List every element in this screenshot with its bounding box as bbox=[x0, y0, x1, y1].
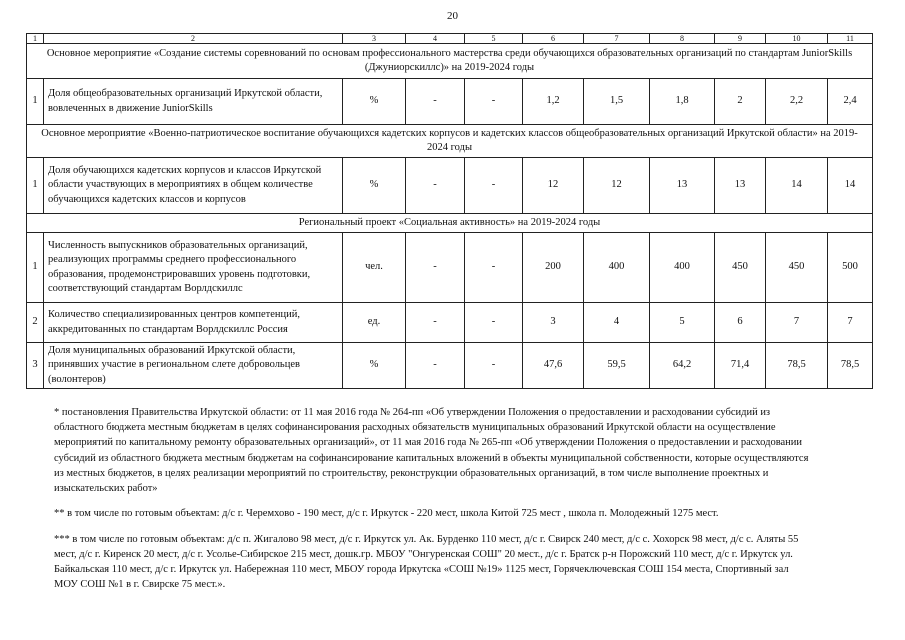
column-number: 8 bbox=[650, 34, 715, 44]
section-row bbox=[27, 44, 873, 79]
column-number: 6 bbox=[523, 34, 584, 44]
value-cell: 1,5 bbox=[584, 79, 650, 125]
value-cell: 7 bbox=[766, 303, 828, 343]
section-row bbox=[27, 125, 873, 158]
section-title: Основное мероприятие «Создание системы соревнований по основам профессионального мастерства среди обучающихся образовательных организаций по стандартам JuniorSkills (Джуниорскиллс)» на 2019-2024 годы bbox=[27, 44, 873, 79]
value-cell: - bbox=[465, 158, 523, 214]
value-cell: 6 bbox=[715, 303, 766, 343]
row-number: 1 bbox=[27, 233, 44, 303]
value-cell: 7 bbox=[828, 303, 873, 343]
value-cell: 2,4 bbox=[828, 79, 873, 125]
indicator-name: Доля общеобразовательных организаций Иркутской области, вовлеченных в движение JuniorSkills bbox=[44, 79, 343, 125]
table-row bbox=[27, 233, 873, 303]
table-row bbox=[27, 158, 873, 214]
column-number: 5 bbox=[465, 34, 523, 44]
column-number-row bbox=[27, 34, 873, 44]
column-number: 9 bbox=[715, 34, 766, 44]
value-cell: 14 bbox=[828, 158, 873, 214]
value-cell: 5 bbox=[650, 303, 715, 343]
column-number: 7 bbox=[584, 34, 650, 44]
footnote-3: *** в том числе по готовым объектам: д/с п. Жигалово 98 мест, д/с г. Иркутск ул. Ак. Бурденко 110 мест, д/с г. Свирск 240 мест, д/с с. Хохорск 98 мест, д/с с. Аляты 55 мест, д/с г. Киренск 20 мест, д/с г. Усолье-Сибирское 215 мест, дошк.гр. МБОУ "Онгуренская СОШ" 20 мест., д/с г. Братск р-н Порожский 110 мест, д/с г. Иркутск ул. Байкальская 110 мест, д/с г. Иркутск ул. Набережная 110 мест, МБОУ города Иркутска «СОШ №19» 1125 мест, Горячеключевская СОШ 154 места, Спортивный зал МОУ СОШ №1 в г. Свирске 75 мест.». bbox=[54, 533, 799, 591]
value-cell: 2,2 bbox=[766, 79, 828, 125]
value-cell: - bbox=[465, 79, 523, 125]
column-number: 2 bbox=[44, 34, 343, 44]
value-cell: 12 bbox=[584, 158, 650, 214]
indicator-name: Количество специализированных центров компетенций, аккредитованных по стандартам Ворлдскиллс Россия bbox=[44, 303, 343, 343]
value-cell: 78,5 bbox=[766, 343, 828, 389]
value-cell: - bbox=[465, 303, 523, 343]
column-number: 11 bbox=[828, 34, 873, 44]
value-cell: - bbox=[465, 233, 523, 303]
value-cell: 12 bbox=[523, 158, 584, 214]
footnote-2: ** в том числе по готовым объектам: д/с г. Черемхово - 190 мест, д/с г. Иркутск - 220 мест, школа Китой 725 мест , школа п. Молодежный 1275 мест. bbox=[54, 508, 719, 520]
unit-cell: % bbox=[343, 158, 406, 214]
table-row bbox=[27, 303, 873, 343]
value-cell: 59,5 bbox=[584, 343, 650, 389]
section-title: Основное мероприятие «Военно-патриотическое воспитание обучающихся кадетских корпусов и кадетских классов общеобразовательных организаций Иркутской области» на 2019-2024 годы bbox=[27, 125, 873, 158]
column-number: 10 bbox=[766, 34, 828, 44]
value-cell: 400 bbox=[584, 233, 650, 303]
section-row bbox=[27, 214, 873, 233]
value-cell: 4 bbox=[584, 303, 650, 343]
unit-cell: чел. bbox=[343, 233, 406, 303]
value-cell: - bbox=[406, 343, 465, 389]
value-cell: 13 bbox=[650, 158, 715, 214]
indicator-name: Численность выпускников образовательных организаций, реализующих программы среднего профессионального образования, продемонстрировавших уровень подготовки, соответствующий стандартам Ворлдскиллс bbox=[44, 233, 343, 303]
value-cell: 3 bbox=[523, 303, 584, 343]
footnote-1: * постановления Правительства Иркутской области: от 11 мая 2016 года № 264-пп «Об утверждении Положения о предоставлении и расходовании субсидий из областного бюджета местным бюджетам в целях софинансирования расходных обязательств муниципальных образований Иркутской области на осуществление мероприятий по капитальному ремонту образовательных организаций», от 11 мая 2016 года № 265-пп «Об утверждении Положения о предоставлении и расходовании субсидий из областного бюджета местным бюджетам на софинансирование капитальных вложений в объекты муниципальной собственности, которые осуществляются из местных бюджетов, в целях реализации мероприятий по строительству, реконструкции образовательных организаций, в том числе выполнение проектных и изыскательских работ» bbox=[54, 407, 809, 495]
value-cell: 14 bbox=[766, 158, 828, 214]
row-number: 1 bbox=[27, 79, 44, 125]
section-title: Региональный проект «Социальная активность» на 2019-2024 годы bbox=[27, 214, 873, 233]
value-cell: 13 bbox=[715, 158, 766, 214]
row-number: 3 bbox=[27, 343, 44, 389]
unit-cell: ед. bbox=[343, 303, 406, 343]
table-row bbox=[27, 79, 873, 125]
unit-cell: % bbox=[343, 343, 406, 389]
value-cell: - bbox=[406, 303, 465, 343]
row-number: 2 bbox=[27, 303, 44, 343]
value-cell: 1,2 bbox=[523, 79, 584, 125]
value-cell: - bbox=[406, 79, 465, 125]
indicators-table bbox=[26, 33, 873, 389]
unit-cell: % bbox=[343, 79, 406, 125]
value-cell: 1,8 bbox=[650, 79, 715, 125]
value-cell: 200 bbox=[523, 233, 584, 303]
value-cell: 400 bbox=[650, 233, 715, 303]
value-cell: 47,6 bbox=[523, 343, 584, 389]
column-number: 4 bbox=[406, 34, 465, 44]
table-row bbox=[27, 343, 873, 389]
value-cell: 64,2 bbox=[650, 343, 715, 389]
row-number: 1 bbox=[27, 158, 44, 214]
value-cell: 71,4 bbox=[715, 343, 766, 389]
value-cell: 450 bbox=[715, 233, 766, 303]
value-cell: - bbox=[406, 158, 465, 214]
page-number: 20 bbox=[447, 10, 458, 22]
value-cell: 500 bbox=[828, 233, 873, 303]
value-cell: 2 bbox=[715, 79, 766, 125]
column-number: 1 bbox=[27, 34, 44, 44]
value-cell: 450 bbox=[766, 233, 828, 303]
value-cell: - bbox=[465, 343, 523, 389]
indicator-name: Доля муниципальных образований Иркутской области, принявших участие в региональном слете добровольцев (волонтеров) bbox=[44, 343, 343, 389]
indicator-name: Доля обучающихся кадетских корпусов и классов Иркутской области участвующих в мероприятиях в общем количестве обучающихся кадетских классов и корпусов bbox=[44, 158, 343, 214]
footnotes bbox=[54, 405, 814, 602]
value-cell: - bbox=[406, 233, 465, 303]
value-cell: 78,5 bbox=[828, 343, 873, 389]
column-number: 3 bbox=[343, 34, 406, 44]
